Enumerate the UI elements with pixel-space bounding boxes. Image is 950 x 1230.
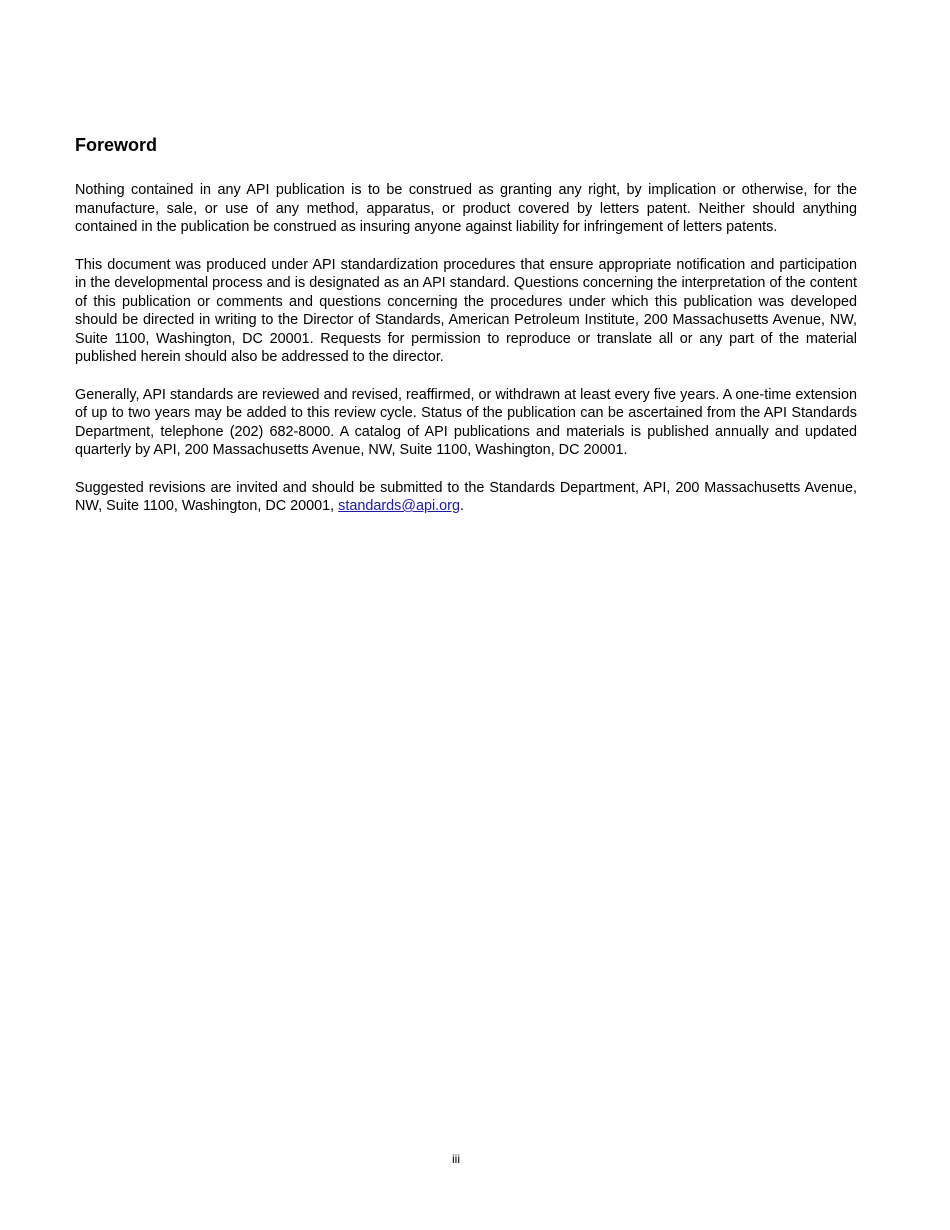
standards-email-link[interactable]: standards@api.org [338,498,460,514]
paragraph-review-cycle: Generally, API standards are reviewed and revised, reaffirmed, or withdrawn at least every five years. A one-time extension of up to two years may be added to this review cycle. Status of the publication can be ascertained from the API Standards Department, telephone (202) 682-8000. A catalog of API publications and materials is published annually and updated quarterly by API, 200 Massachusetts Avenue, NW, Suite 1100, Washington, DC 20001. [75,386,857,458]
foreword-heading: Foreword [75,135,158,155]
paragraph-standardization-procedures: This document was produced under API standardization procedures that ensure appropriate notification and participation in the developmental process and is designated as an API standard. Questions concerning the interpretation of the content of this publication or comments and questions concerning the procedures under which this publication was developed should be directed in writing to the Director of Standards, American Petroleum Institute, 200 Massachusetts Avenue, NW, Suite 1100, Washington, DC 20001. Requests for permission to reproduce or translate all or any part of the material published herein should also be addressed to the director. [75,256,857,365]
paragraph-suggested-revisions [75,479,857,516]
paragraph-patent-disclaimer: Nothing contained in any API publication is to be construed as granting any right, by implication or otherwise, for the manufacture, sale, or use of any method, apparatus, or product covered by letters patent. Neither should anything contained in the publication be construed as insuring anyone against liability for infringement of letters patents. [75,182,857,235]
revisions-text: Suggested revisions are invited and should be submitted to the Standards Department, API, 200 Massachusetts Avenue, NW, Suite 1100, Washington, DC 20001, [75,479,857,514]
document-page [75,134,857,535]
page-number: iii [452,1152,460,1166]
revisions-trailing-period: . [459,498,464,514]
